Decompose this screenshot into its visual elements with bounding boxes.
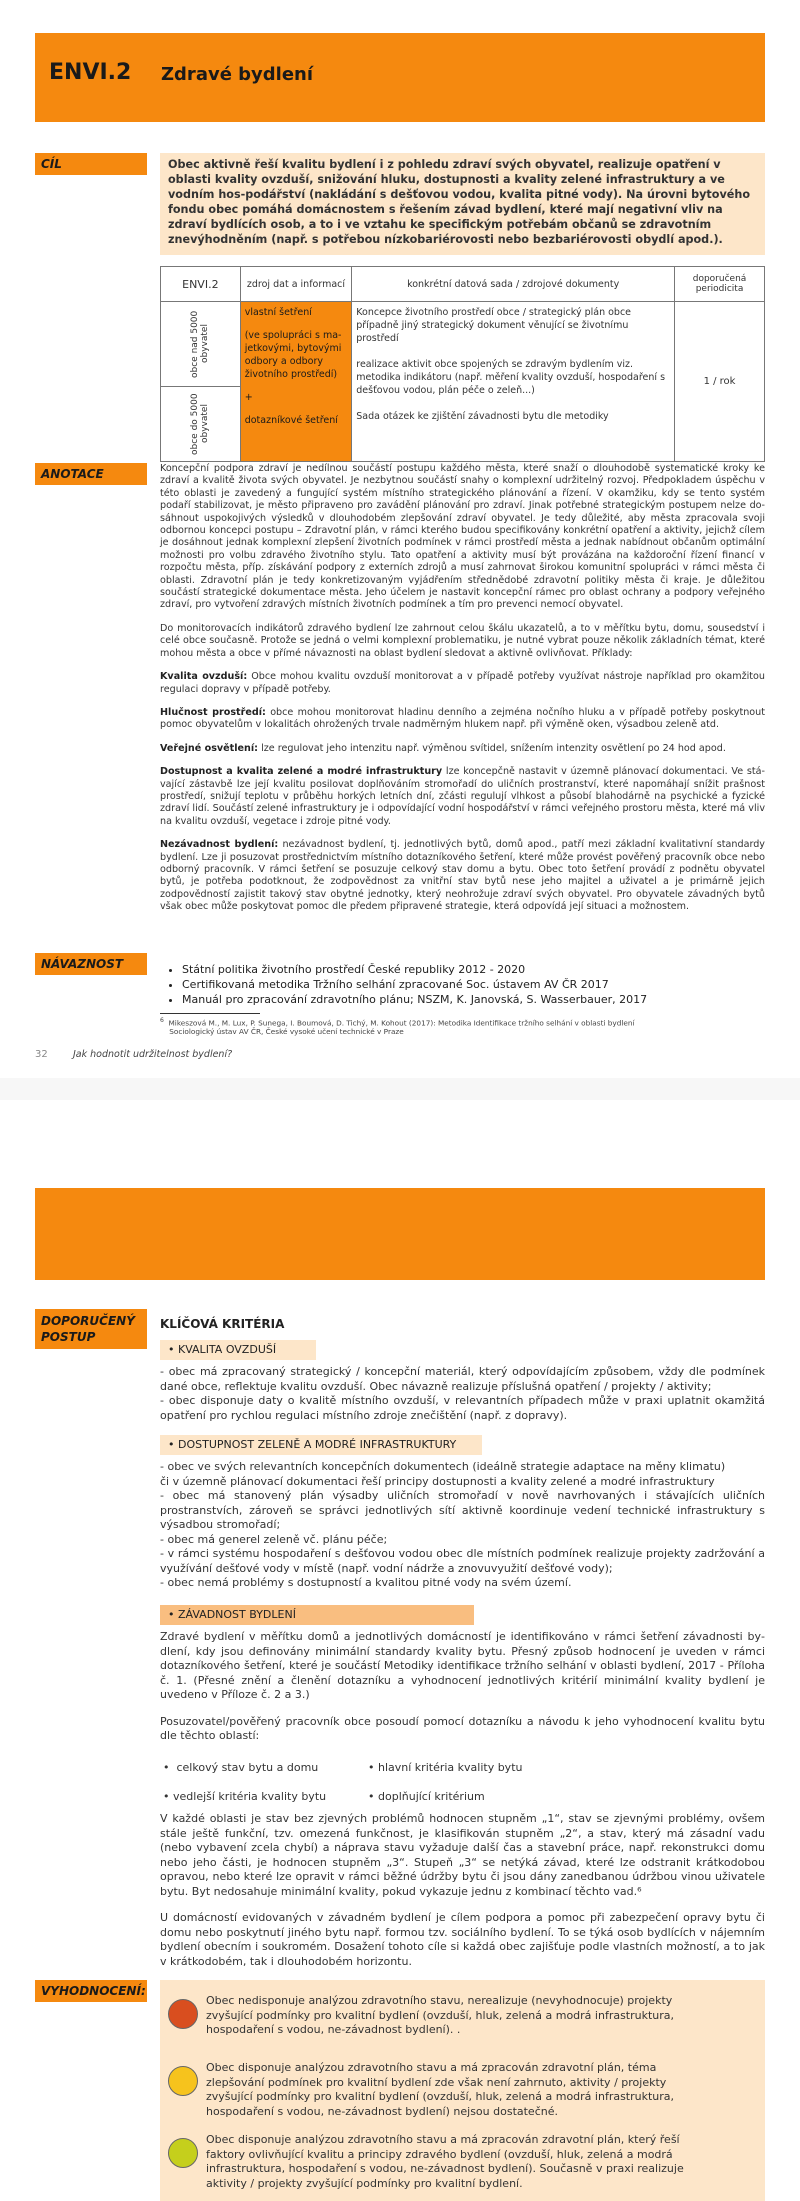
navaznost-list [160, 962, 787, 1007]
table-row-label: obce nad 5000 obyvatel [161, 302, 241, 387]
vyhodnoceni-label: VYHODNOCENÍ: [35, 1980, 147, 2002]
header-banner-2 [35, 1188, 765, 1280]
criterion-text: - obec ve svých relevantních koncepčních dokumentech (ideálně strategie adaptace na měny klimatu) či v územně plánovací dokumentaci řeší principy dostupnosti a kvality zelené a modré infrastruktury - obec má stanovený plán výsadby uličních stromořadí v nově navrhovaných i stávajících uličních prostranstvích, zároveň se správci jednotlivých sítí aktivně koordinuje vedení technické infrastruktury s výsadbou stromořadí; - obec má generel zeleně vč. plánu péče; - v rámci systému hospodaření s dešťovou vodou obec dle místních podmínek realizuje projekty zadržování a využívání dešťové vody v místě (např. vodní nádrže a znovuvyužití dešťové vody); - obec nemá problémy s dostupností a kvalitou pitné vody na svém území. [160, 1460, 765, 1589]
source-table [160, 266, 765, 462]
list-item: • Státní politika životního prostředí České republiky 2012 - 2020 [182, 962, 787, 977]
page-1 [0, 0, 800, 1100]
page-gap [0, 1078, 800, 1100]
cil-label: CÍL [35, 153, 147, 175]
navaznost-label: NÁVAZNOST [35, 953, 147, 975]
table-row-label: obce do 5000 obyvatel [161, 387, 241, 462]
evaluation-box [160, 1980, 765, 2201]
table-header: ENVI.2 [161, 267, 241, 302]
list-item: • celkový stav bytu a domu [163, 1761, 319, 1774]
yellow-circle-icon [168, 2066, 198, 2096]
criteria-heading: KLÍČOVÁ KRITÉRIA [160, 1317, 285, 1331]
list-item: • doplňující kritérium [368, 1790, 485, 1803]
page-number: 32 [35, 1049, 48, 1060]
list-item: • Certifikovaná metodika Tržního selhání zpracované Soc. ústavem AV ČR 2017 [182, 977, 787, 992]
criterion-text: - obec má zpracovaný strategický / koncepční materiál, který odpovídajícím způsobem, vždy dle podmínek dané obce, reflektuje kvalitu ovzduší. Obec návazně realizuje příslušná opatření / projekty / aktivity; - obec disponuje daty o kvalitě místního ovzduší, v relevantních případech může v praxi uplatnit okamžitá opatření pro rychlou regulaci místního zdroje znečištění (např. z dopravy). [160, 1365, 765, 1422]
table-header: doporučená periodicita [675, 267, 765, 302]
doporuceny-postup-label: DOPORUČENÝ POSTUP [35, 1309, 147, 1349]
indicator-title: Zdravé bydlení [161, 64, 314, 85]
list-item: • hlavní kritéria kvality bytu [368, 1761, 523, 1774]
criterion-title: • ZÁVADNOST BYDLENÍ [160, 1605, 474, 1625]
evaluation-text: Obec disponuje analýzou zdravotního stavu a má zpracován zdravotní plán, téma zlepšování podmínek pro kvalitní bydlení zde však není zahrnuto, aktivity / projekty zvyšující podmínky pro kvalitní bydlení (ovzduší, hluk, zelená a modrá infrastruktura, hospodaření s vodou, ne-závadnost bydlení) nejsou dostatečné. [206, 2061, 675, 2118]
documents-cell: Koncepce životního prostředí obce / strategický plán obce případně jiný strategický dokument věnující se životnímu prostředí realizace aktivit obce spojených se zdravým bydlením viz. metodika indikátoru (např. měření kvality ovzduší, hospodaření s dešťovou vodou, plán péče o zeleň...) Sada otázek ke zjištění závadnosti bytu dle metodiky [352, 302, 675, 462]
list-item: • Manuál pro zpracování zdravotního plánu; NSZM, K. Janovská, S. Wasserbauer, 2017 [182, 992, 787, 1007]
list-item: • vedlejší kritéria kvality bytu [163, 1790, 327, 1803]
criterion-title: • DOSTUPNOST ZELENĚ A MODRÉ INFRASTRUKTURY [160, 1435, 482, 1455]
evaluation-text: Obec disponuje analýzou zdravotního stavu a má zpracován zdravotní plán, který řeší faktory ovlivňující kvalitu a principy zdravého bydlení (ovzduší, hluk, zelená a modrá infrastruktura, hospodaření s vodou, ne-závadnost bydlení). Současně v praxi realizuje aktivity / projekty zvyšující podmínky pro kvalitní bydlení. [206, 2133, 684, 2190]
anotace-text: Koncepční podpora zdraví je nedílnou součástí postupu každého města, které snaží o dlouhodobě systematické kroky ke zdraví a kvalitě života svých obyvatel. Je nezbytnou součástí snahy o komplexní udržitelný rozvoj. Předpokladem úspěchu v této oblasti je zavedený a fungující systém místního strategického plánování a řízení. V okamžiku, kdy se tento systém podaří stabilizovat, je město připraveno pro zavádění plánování pro zdraví. Jinak potřebné strategickým postupem nelze dosáhnout uspokojivých výsledků v dlouhodobém zlepšování zdraví obyvatel. Je tedy důležité, aby města zpracovala svoji odbornou koncepci postupu – Zdravotní plán, v rámci kterého budou specifikovány konkrétní opatření a aktivity, jejichž cílem je dosáhnout jednak komplexní zlepšení životních podmínek v rámci prostředí města a jednak nabídnout občanům optimální možnosti pro volbu zdravého životního stylu. Tato opatření a aktivity musí být provázána na každoroční řízení financí v rozpočtu města, příp. získávání podpory z externích zdrojů a musí zahrnovat širokou komunitní spolupráci v rámci města či oblasti. Zdravotní plán je tedy konkretizovaným vyjádřením střednědobé zdravotní politiky města či kraje. Je důležitou součástí strategické dokumentace města. Jeho účelem je nastavit koncepční rámec pro oblast ochrany a podpory veřejného zdraví, pro vytvoření zdravých místních životních podmínek a tím pro prevenci nemocí obyvatel. Do monitorovacích indikátorů zdravého bydlení lze zahrnout celou škálu ukazatelů, a to v měřítku bytu, domu, sousedství i celé obce současně. Protože se jedná o velmi komplexní problematiku, je nutné vybrat pouze několik základních témat, které mohou města a obce v přímé návaznosti na oblast bydlení sledovat a aktivně ovlivňovat. Příklady: Kvalita ovzduší: Obce mohou kvalitu ovzduší monitorovat a v případě potřeby využívat nástroje například pro okamžitou regulaci dopravy v případě potřeby. Hlučnost prostředí: obce mohou monitorovat hladinu denního a zejména nočního hluku a v případě potřeby poskytnout pomoc obyvatelům v lokalitách ohrožených trvale nadměrným hlukem např. při výměně oken, výsadbou zeleně atd. Veřejné osvětlení: lze regulovat jeho intenzitu např. výměnou svítidel, snížením intenzity osvětlení po 24 hod apod. Dostupnost a kvalita zelené a modré infrastruktury lze koncepčně nastavit v územně plánovací dokumentaci. Ve stávající zástavbě lze její kvalitu posilovat doplňováním stromořadí do uličních prostranství, které napomáhají snížit prašnost prostředí, snižují teplotu v průběhu horkých letních dní, zčásti regulují vlhkost a působí blahodárně na psychické a fyzické zdraví lidí. Součástí zelené infrastruktury je i odpovídající vodní hospodářství v rámci veřejného prostoru města, které má vliv na kvalitu ovzduší, vegetace i zdroje pitné vody. Nezávadnost bydlení: nezávadnost bydlení, tj. jednotlivých bytů, domů apod., patří mezi základní kvalitativní standardy bydlení. Lze ji posuzovat prostřednictvím místního dotazníkového šetření, které může provést pověřený pracovník obce nebo odborný pracovník. V rámci šetření se posuzuje celkový stav domu a bytu. Obec toto šetření provádí z podnětu obyvatel bytů, je potřeba podotknout, že zodpovědnost za vnitřní stav bytů nese jeho majitel a uživatel a je primárně jejich zodpovědností zajistit takový stav obytné jednotky, který neohrožuje zdraví svých obyvatel. Pro obyvatele závadných bytů však obec může poskytovat pomoc dle předem připravené strategie, která odpovídá její situaci a možnostem. [160, 463, 765, 913]
red-circle-icon [168, 1999, 198, 2029]
criterion-title: • KVALITA OVZDUŠÍ [160, 1340, 316, 1360]
anotace-label: ANOTACE [35, 463, 147, 485]
cil-text: Obec aktivně řeší kvalitu bydlení i z pohledu zdraví svých obyvatel, realizuje opatření v oblasti kvality ovzduší, snižování hluku, dostupnosti a kvality zelené infrastruktury a ve vodním hos-podářství (nakládání s dešťovou vodou, kvalita pitné vody). Na úrovni bytového fondu obec pomáhá domácnostem s řešením závad bydlení, které mají negativní vliv na zdraví bydlících osob, a to i ve vztahu ke specifickým potřebám občanů se zdravotním znevýhodněním (např. s potřebou nízkobariérovosti nebo bezbariérovosti obydlí apod.). [160, 153, 765, 255]
table-header: zdroj dat a informací [240, 267, 352, 302]
footnote: $^6$ Mikeszová M., M. Lux, P. Sunega, I. Boumová, D. Tichý, M. Kohout (2017): Metodika Identifikace tržního selhání v oblasti bydlení Sociologický ústav AV ČR, České vysoké učení technické v Praze [160, 1017, 635, 1037]
table-header: konkrétní datová sada / zdrojové dokumenty [352, 267, 675, 302]
data-sources-cell: vlastní šetření (ve spolupráci s majetkovými, bytovými odbory a odbory životního prostředí) + dotazníkové šetření [240, 302, 352, 462]
evaluation-text: Obec nedisponuje analýzou zdravotního stavu, nerealizuje (nevyhodnocuje) projekty zvyšující podmínky pro kvalitní bydlení (ovzduší, hluk, zelená a modrá infrastruktura, hospodaření s vodou, ne-závadnost bydlení). . [206, 1994, 675, 2036]
indicator-code: ENVI.2 [49, 60, 132, 85]
page-footer-title: Jak hodnotit udržitelnost bydlení? [73, 1049, 233, 1060]
periodicity-cell: 1 / rok [675, 302, 765, 462]
header-banner [35, 33, 765, 122]
criterion-text: V každé oblasti je stav bez zjevných problémů hodnocen stupněm „1“, stav se zjevnými problémy, ovšem stále ještě funkční, tzv. omezená funkčnost, je klasifikován stupněm „2“, a stav, který má zásadní vadu (nebo vybavení zcela chybí) a náprava stavu vyžaduje další čas a stavební práce, např. rekonstrukci domu nebo jeho části, je hodnocen stupněm „3“. Stupeň „3“ se netýká závad, které lze odstranit krátkodobou opravou, nebo které lze opravit v rámci běžné údržby bytu či jsou dány zanedbanou údržbou vinou uživatele bytu. Byt nedosahuje minimální kvality, pokud vykazuje jednu z kombinací těchto vad.⁶ U domácností evidovaných v závadném bydlení je cílem podpora a pomoc při zabezpečení opravy bytu či domu nebo poskytnutí jiného bytu např. formou tzv. sociálního bydlení. To se týká osob bydlících v nájemním bydlení obecním i soukromém. Dosažení tohoto cíle si každá obec zajišťuje podle vlastních možností, a to jak v krátkodobém, tak i dlouhodobém horizontu. [160, 1812, 765, 1968]
criterion-text: Zdravé bydlení v měřítku domů a jednotlivých domácností je identifikováno v rámci šetření závadnosti bydlení, kdy jsou definovány minimální standardy kvality bytu. Přesný způsob hodnocení je uveden v rámci dotazníkového šetření, které je součástí Metodiky identifikace tržního selhání v oblasti bydlení, 2017 - Příloha č. 1. (Přesné znění a členění dotazníku a vyhodnocení jednotlivých kritérií minimální kvality bydlení je uvedeno v Příloze č. 2 a 3.) Posuzovatel/pověřený pracovník obce posoudí pomocí dotazníku a návodu k jeho vyhodnocení kvalitu bytu dle těchto oblastí: [160, 1630, 765, 1742]
green-circle-icon [168, 2138, 198, 2168]
footnote-divider [160, 1013, 260, 1014]
